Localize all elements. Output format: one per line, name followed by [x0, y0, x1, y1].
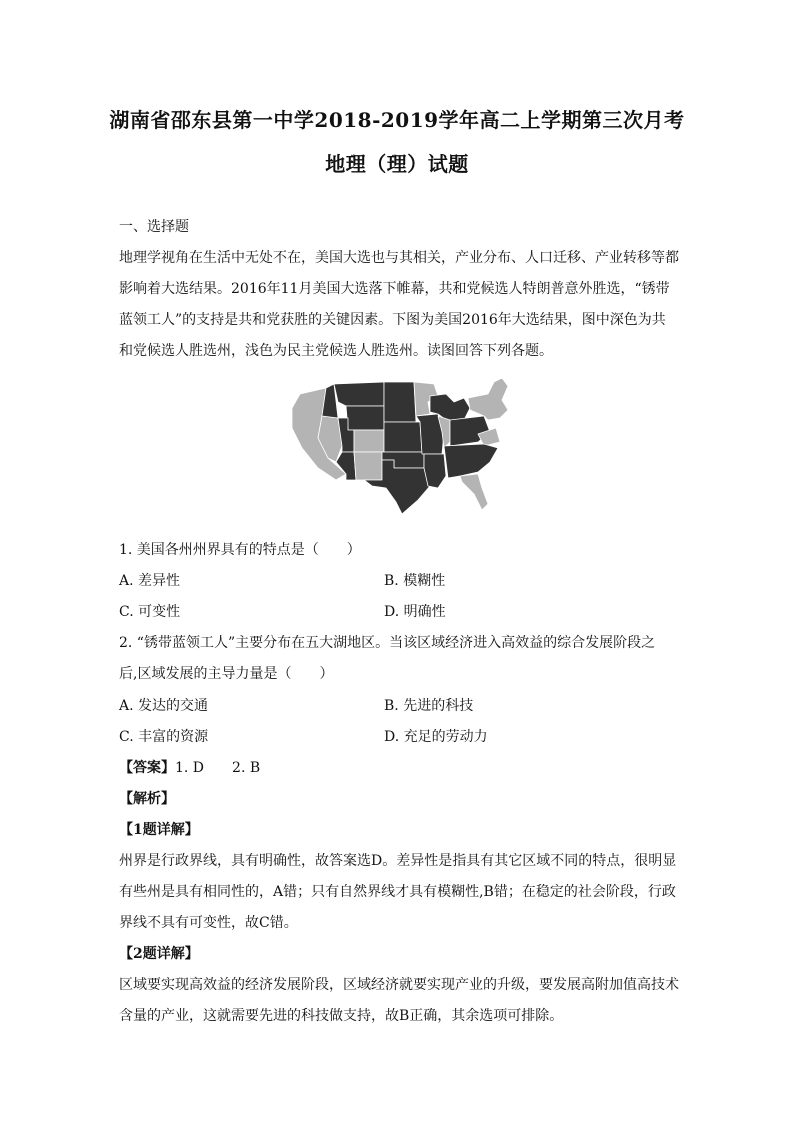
map-state-nebraska-kansas	[384, 422, 422, 452]
question-2-option-d: D. 充足的劳动力	[384, 729, 488, 745]
map-state-colorado	[354, 430, 384, 452]
analysis-q1-line: 有些州是具有相同性的，A错；只有自然界线才具有模糊性,B错；在稳定的社会阶段，行政	[119, 884, 676, 900]
question-2-option-c: C. 丰富的资源	[119, 729, 209, 745]
map-state-wyoming	[346, 406, 384, 430]
question-1-stem: 1. 美国各州州界具有的特点是（ ）	[119, 542, 361, 558]
analysis-q1-label: 【1题详解】	[119, 822, 199, 838]
map-west-states	[292, 382, 384, 480]
question-2-option-b: B. 先进的科技	[384, 698, 474, 714]
question-1-option-d: D. 明确性	[384, 604, 446, 620]
passage-line: 地理学视角在生活中无处不在，美国大选也与其相关，产业分布、人口迁移、产业转移等都	[119, 250, 679, 266]
analysis-q2-line: 区域要实现高效益的经济发展阶段，区域经济就要实现产业的升级，要发展高附加值高技术	[119, 977, 679, 993]
question-2-option-a: A. 发达的交通	[119, 698, 209, 714]
map-state-new-mexico	[354, 452, 382, 480]
answer-line	[119, 758, 679, 778]
map-state-arkansas-louisiana	[424, 454, 446, 488]
analysis-q1-line: 界线不具有可变性，故C错。	[119, 915, 298, 931]
analysis-q1-line: 州界是行政界线，具有明确性，故答案选D。差异性是指具有其它区域不同的特点，很明显	[119, 853, 677, 869]
question-1-option-b: B. 模糊性	[384, 573, 446, 589]
map-state-montana	[334, 382, 384, 406]
document-subtitle: 地理（理）试题	[325, 152, 469, 176]
analysis-q2-label: 【2题详解】	[119, 946, 199, 962]
question-2-stem: 后,区域发展的主导力量是（ ）	[119, 666, 334, 682]
passage-line: 和党候选人胜选州，浅色为民主党候选人胜选州。读图回答下列各题。	[119, 343, 553, 359]
analysis-label: 【解析】	[119, 791, 175, 807]
document-title: 湖南省邵东县第一中学2018-2019学年高二上学期第三次月考	[109, 108, 685, 132]
passage-line: 影响着大选结果。2016年11月美国大选落下帷幕，共和党候选人特朗普意外胜选，“锈带	[119, 281, 670, 297]
map-state-northeast	[468, 378, 508, 420]
answer-text: 1. D 2. B	[175, 760, 261, 776]
answer-label: 【答案】	[119, 760, 175, 776]
question-2-stem: 2. “锈带蓝领工人”主要分布在五大湖地区。当该区域经济进入高效益的综合发展阶段之	[119, 635, 656, 651]
map-state-florida	[460, 474, 488, 510]
map-state-southeast	[444, 444, 498, 478]
section-heading: 一、选择题	[119, 219, 189, 235]
analysis-q2-line: 含量的产业，这就需要先进的科技做支持，故B正确，其余选项可排除。	[119, 1008, 564, 1024]
passage-line: 蓝领工人”的支持是共和党获胜的关键因素。下图为美国2016年大选结果，图中深色为共	[119, 312, 666, 328]
question-1-option-a: A. 差异性	[119, 573, 181, 589]
question-1-option-c: C. 可变性	[119, 604, 181, 620]
us-election-map	[288, 376, 514, 518]
map-state-dakotas	[384, 382, 416, 422]
